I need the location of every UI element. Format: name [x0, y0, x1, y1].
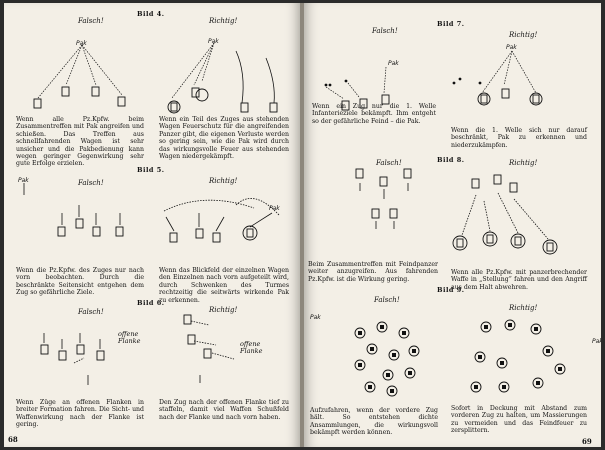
bild8-label: Bild 8. [437, 156, 465, 164]
bild4-caption-richtig: Wenn ein Teil des Zuges aus stehenden Wagen Feuerschutz für die angreifenden Panzer gibt, die eigenen Verluste werden so gering sein, wie die Pak wird durch das wirkungsvolle Feuer aus stehenden Wagen niedergekämpft. [159, 116, 289, 161]
bild9-richtig: Richtig! [509, 304, 538, 312]
pak-gun-icon: Pak [18, 177, 29, 184]
pak-gun-icon: Pak [388, 60, 399, 67]
book-spread [4, 3, 601, 447]
bild6-diagram [4, 3, 300, 447]
bild7-label: Bild 7. [437, 20, 465, 28]
bild9-caption-richtig: Sofort in Deckung mit Abstand zum vorderen Zug zu halten, um Massierungen zu vermeiden und das Feindfeuer zu zersplittern. [451, 405, 587, 435]
bild5-label: Bild 5. [137, 166, 165, 174]
bild9-falsch: Falsch! [374, 296, 400, 304]
bild6-richtig: Richtig! [209, 306, 238, 314]
pak-gun-icon: Pak [76, 40, 87, 47]
right-page [304, 3, 601, 447]
pak-gun-icon: Pak [269, 205, 280, 212]
bild7-richtig: Richtig! [509, 31, 538, 39]
bild6-label: Bild 6. [137, 299, 165, 307]
bild9-label: Bild 9. [437, 286, 465, 294]
bild8-caption-falsch: Beim Zusammentreffen mit Feindpanzer weiter anzugreifen. Aus fahrenden Pz.Kpfw. ist die Wirkung gering. [308, 261, 438, 283]
bild8-richtig: Richtig! [509, 159, 538, 167]
bild5-falsch: Falsch! [78, 179, 104, 187]
bild4-caption-falsch: Wenn alle Pz.Kpfw. beim Zusammentreffen mit Pak angreifen und schießen. Das Treffen aus schnellfahrenden Wagen ist sehr unsicher und die Pakbedienung kann wegen geringer Gegenwirkung sehr gute Erfolge erzielen. [16, 116, 144, 168]
pak-gun-icon: Pak [592, 338, 603, 345]
bild4-label: Bild 4. [137, 10, 165, 18]
pak-gun-icon: Pak [310, 314, 321, 321]
target-circle-icon [355, 320, 565, 396]
bild9-diagram [304, 3, 601, 447]
bild6-offene-flanke-2: offene Flanke [240, 340, 263, 355]
bild5-richtig: Richtig! [209, 177, 238, 185]
bild6-falsch: Falsch! [78, 308, 104, 316]
tank-icon [41, 315, 211, 360]
bild6-caption-richtig: Den Zug nach der offenen Flanke tief zu staffeln, damit viel Waffen Schußfeld nach der Flanke und nach vorn haben. [159, 399, 289, 421]
bild7-caption-falsch: Wenn ein Zug nur die 1. Welle Infanterieziele bekämpft. Ihm entgeht so der gefährliche Feind – die Pak. [312, 103, 436, 125]
bild6-caption-falsch: Wenn Züge an offenen Flanken in breiter Formation fahren. Die Sicht- und Waffenwirkung nach der Flanke ist gering. [16, 399, 144, 429]
bild9-caption-falsch: Aufzufahren, wenn der vordere Zug hält. So entstehen dichte Ansammlungen, die wirkungsvoll bekämpft werden können. [310, 407, 438, 437]
bild7-falsch: Falsch! [372, 27, 398, 35]
bild6-offene-flanke-1: offene Flanke [118, 330, 141, 345]
pak-gun-icon: Pak [208, 38, 219, 45]
bild5-caption-falsch: Wenn die Pz.Kpfw. des Zuges nur nach vorn beobachten. Durch die beschränkte Seitensicht entgehen dem Zug so gefährliche Ziele. [16, 267, 144, 297]
bild4-richtig: Richtig! [209, 17, 238, 25]
bild8-caption-richtig: Wenn alle Pz.Kpfw. mit panzerbrechender Waffe in „Stellung“ fahren und den Angriff aus dem Halt abwehren. [451, 269, 587, 291]
pak-gun-icon: Pak [506, 44, 517, 51]
left-page [4, 3, 300, 447]
bild4-falsch: Falsch! [78, 17, 104, 25]
page-number-left: 68 [8, 435, 18, 444]
bild7-caption-richtig: Wenn die 1. Welle sich nur darauf beschränkt, Pak zu erkennen und niederzukämpfen. [451, 127, 587, 149]
page-number-right: 69 [582, 437, 592, 446]
bild8-falsch: Falsch! [376, 159, 402, 167]
bild5-caption-richtig: Wenn das Blickfeld der einzelnen Wagen den Einzelnen nach vorn aufgeteilt wird, durch Schwenken des Turmes rechtzeitig die seitwärts wirkende Pak zu erkennen. [159, 267, 289, 304]
